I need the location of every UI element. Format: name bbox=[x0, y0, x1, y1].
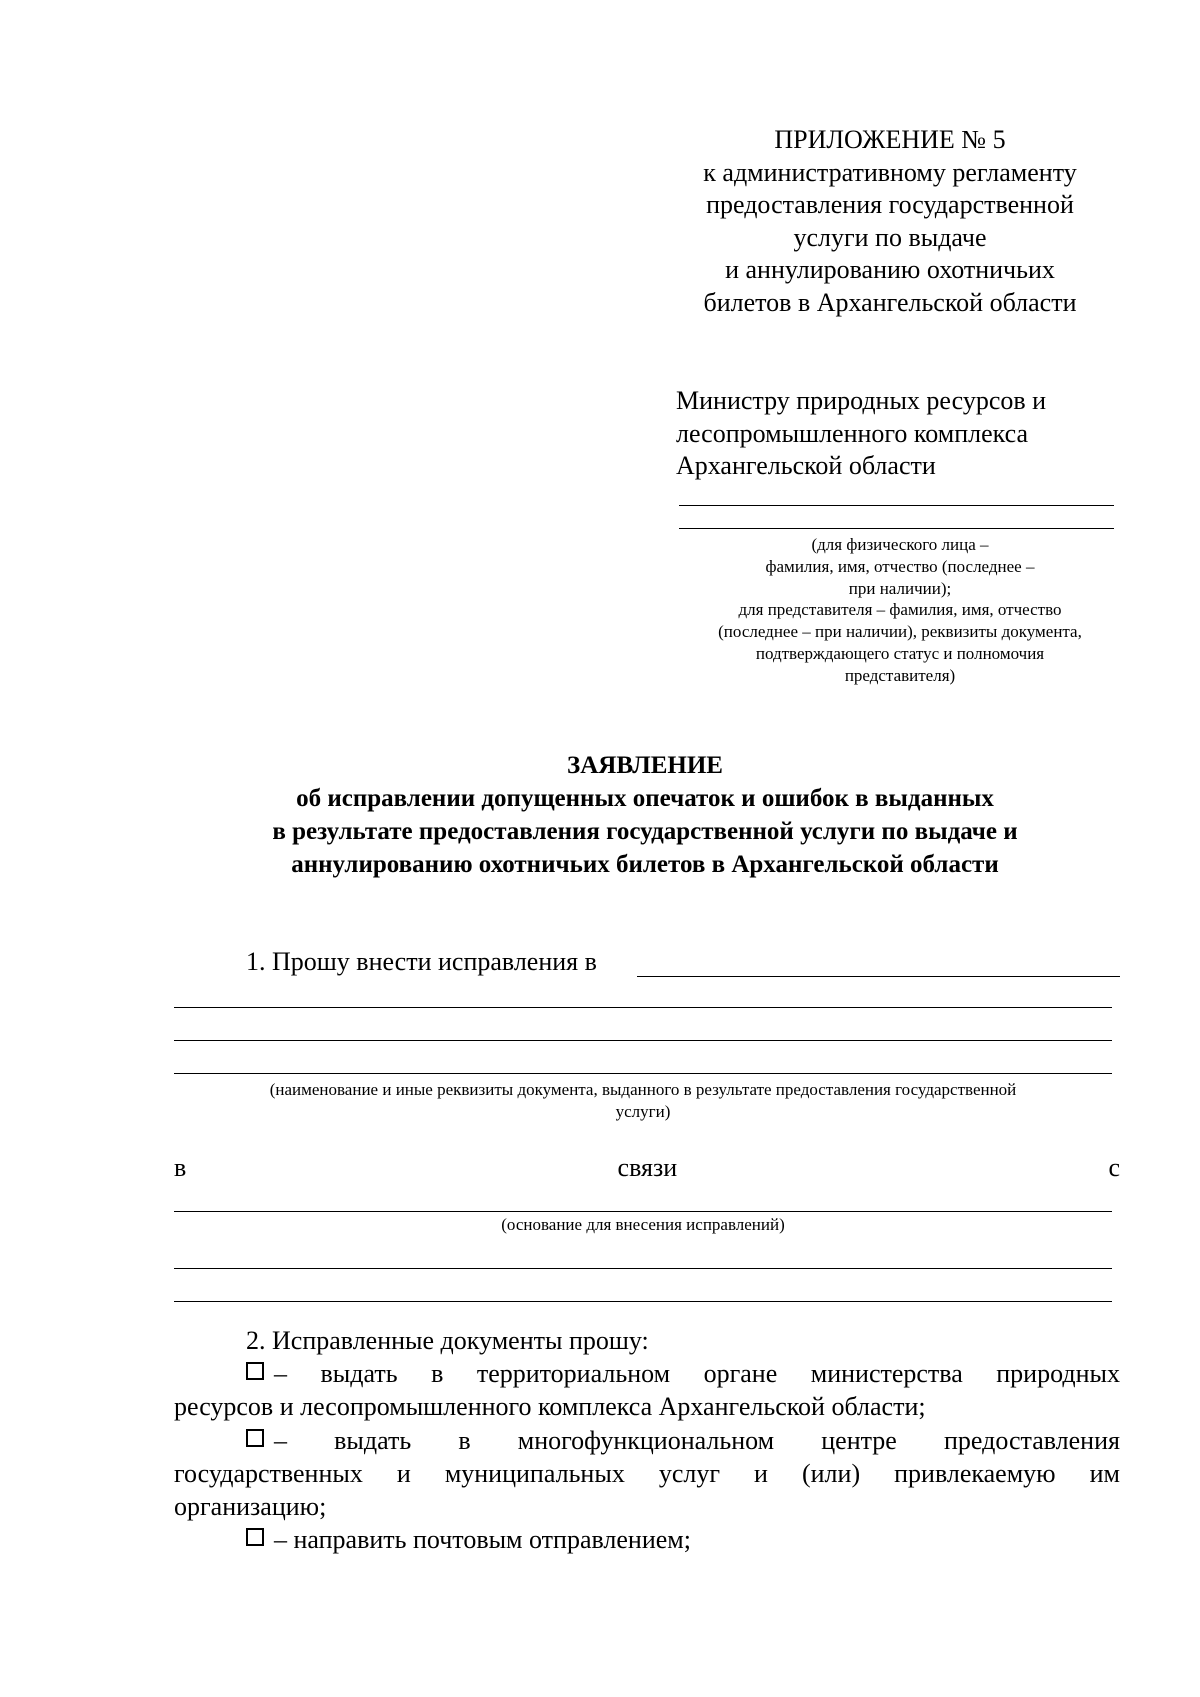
word: (или) bbox=[801, 1459, 861, 1488]
dash: – bbox=[274, 1359, 287, 1388]
reason-field-caption: (основание для внесения исправлений) bbox=[501, 1215, 785, 1234]
title-line: об исправлении допущенных опечаток и ошибок в выданных bbox=[296, 785, 994, 812]
title-line: в результате предоставления государственной услуги по выдаче и bbox=[272, 818, 1018, 845]
dash: – bbox=[274, 1426, 287, 1455]
word: государственных bbox=[174, 1459, 363, 1488]
checkbox-post[interactable] bbox=[246, 1528, 264, 1546]
applicant-field-caption bbox=[670, 534, 1130, 687]
document-field-line-4[interactable] bbox=[174, 1073, 1112, 1074]
reason-word: связи bbox=[617, 1153, 678, 1182]
reason-field-line-1[interactable] bbox=[174, 1211, 1112, 1212]
option-territorial[interactable] bbox=[246, 1358, 287, 1390]
option-post-label: – направить почтовым отправлением; bbox=[274, 1525, 691, 1554]
caption-line: фамилия, имя, отчество (последнее – bbox=[765, 556, 1035, 576]
appendix-line: и аннулированию охотничьих bbox=[725, 255, 1055, 284]
reason-field-line-2[interactable] bbox=[174, 1268, 1112, 1269]
word: центре bbox=[821, 1426, 897, 1455]
document-field-line-1[interactable] bbox=[637, 976, 1120, 977]
checkbox-territorial[interactable] bbox=[246, 1362, 264, 1380]
appendix-number: ПРИЛОЖЕНИЕ № 5 bbox=[774, 125, 1006, 154]
caption-line: при наличии); bbox=[848, 578, 952, 598]
appendix-header bbox=[660, 124, 1120, 319]
section1-lead: 1. Прошу внести исправления в bbox=[246, 947, 597, 976]
section2-lead: 2. Исправленные документы прошу: bbox=[246, 1326, 649, 1355]
appendix-line: предоставления государственной bbox=[706, 190, 1074, 219]
document-title bbox=[180, 749, 1110, 881]
word: органе bbox=[703, 1359, 778, 1388]
appendix-line: к административному регламенту bbox=[703, 157, 1077, 187]
appendix-line: билетов в Архангельской области bbox=[703, 287, 1077, 317]
word: предоставления bbox=[943, 1426, 1120, 1455]
addressee-block bbox=[676, 385, 1116, 483]
word: муниципальных bbox=[444, 1459, 625, 1488]
reason-line bbox=[174, 1152, 1120, 1184]
word: многофункциональном bbox=[517, 1426, 775, 1455]
word: в bbox=[431, 1359, 444, 1388]
word: выдать bbox=[334, 1426, 412, 1455]
addressee-line: лесопромышленного комплекса bbox=[676, 418, 1029, 448]
caption-line: (наименование и иные реквизиты документа, выданного в результате предоставления государственной bbox=[269, 1080, 1017, 1099]
reason-word: в bbox=[174, 1153, 187, 1182]
applicant-name-field-line-2[interactable] bbox=[679, 528, 1114, 529]
word: услуг bbox=[658, 1459, 721, 1488]
caption-line: подтверждающего статус и полномочия bbox=[755, 643, 1045, 663]
document-field-caption bbox=[174, 1079, 1112, 1123]
checkbox-mfc[interactable] bbox=[246, 1429, 264, 1447]
caption-line: услуги) bbox=[615, 1102, 671, 1121]
option-territorial-line-1 bbox=[246, 1358, 1120, 1390]
document-field-line-2[interactable] bbox=[174, 1007, 1112, 1008]
word: в bbox=[458, 1426, 471, 1455]
applicant-name-field-line-1[interactable] bbox=[679, 505, 1114, 506]
caption-line: для представителя – фамилия, имя, отчество bbox=[738, 600, 1062, 620]
word: привлекаемую bbox=[894, 1459, 1056, 1488]
caption-line: (последнее – при наличии), реквизиты документа, bbox=[718, 622, 1082, 642]
title-heading: ЗАЯВЛЕНИЕ bbox=[567, 752, 723, 779]
word: выдать bbox=[320, 1359, 398, 1388]
word: и bbox=[754, 1459, 768, 1488]
reason-word: с bbox=[1108, 1153, 1120, 1182]
option-mfc-line-1 bbox=[246, 1425, 1120, 1457]
option-territorial-line-2: ресурсов и лесопромышленного комплекса Архангельской области; bbox=[174, 1392, 926, 1421]
title-line: аннулированию охотничьих билетов в Архангельской области bbox=[291, 851, 999, 878]
caption-line: представителя) bbox=[844, 665, 956, 685]
reason-field-line-3[interactable] bbox=[174, 1301, 1112, 1302]
addressee-line: Архангельской области bbox=[676, 451, 936, 480]
appendix-line: услуги по выдаче bbox=[793, 222, 987, 252]
word: им bbox=[1089, 1459, 1120, 1488]
word: и bbox=[396, 1459, 411, 1488]
option-mfc[interactable] bbox=[246, 1425, 287, 1457]
option-mfc-line-2 bbox=[174, 1458, 1120, 1490]
document-field-line-3[interactable] bbox=[174, 1040, 1112, 1041]
addressee-line: Министру природных ресурсов и bbox=[676, 386, 1047, 415]
word: территориальном bbox=[476, 1359, 671, 1388]
caption-line: (для физического лица – bbox=[811, 535, 989, 554]
option-mfc-line-3: организацию; bbox=[174, 1492, 327, 1521]
word: министерства bbox=[810, 1359, 963, 1388]
option-post[interactable] bbox=[246, 1524, 691, 1556]
word: природных bbox=[996, 1359, 1120, 1388]
